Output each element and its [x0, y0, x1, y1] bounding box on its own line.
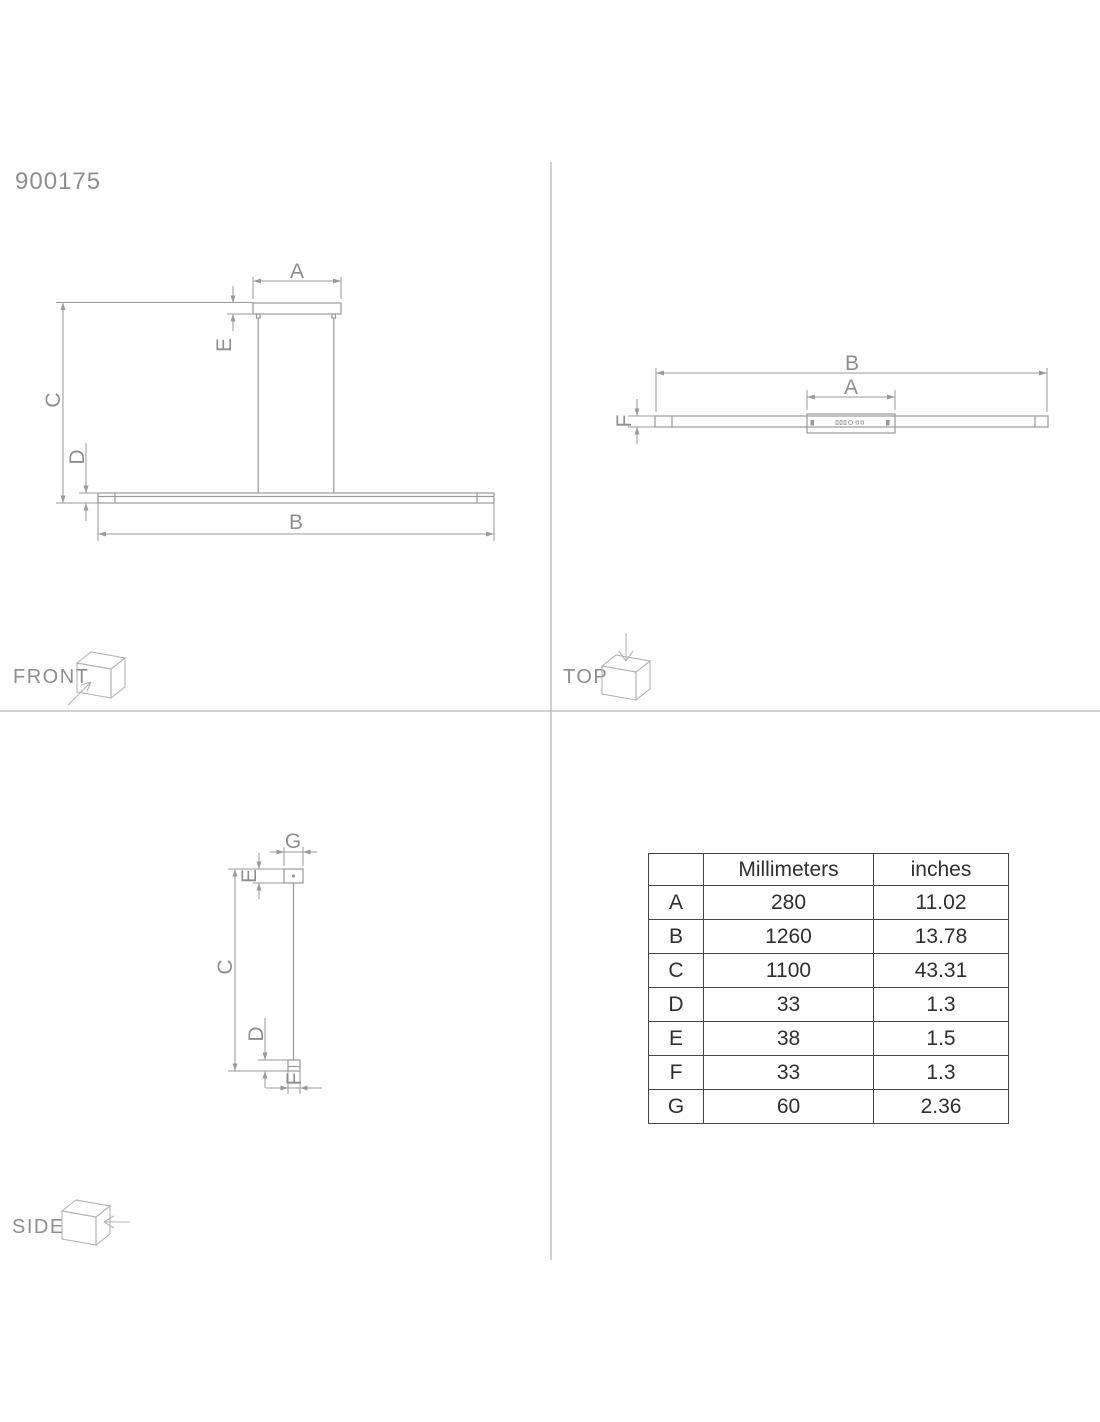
side-view-drawing: [284, 869, 303, 1071]
table-header-inches: inches: [874, 854, 1009, 886]
table-cell-mm: 60: [704, 1090, 874, 1124]
table-cell-dim: E: [649, 1022, 704, 1056]
table-cell-in: 1.3: [874, 988, 1009, 1022]
table-cell-dim: G: [649, 1090, 704, 1124]
table-header-row: [649, 854, 1009, 886]
table-cell-in: 13.78: [874, 920, 1009, 954]
table-cell-dim: F: [649, 1056, 704, 1090]
table-cell-in: 11.02: [874, 886, 1009, 920]
side-dim-f-label: F: [283, 1072, 306, 1086]
table-cell-in: 1.5: [874, 1022, 1009, 1056]
front-dim-a-label: A: [289, 260, 305, 283]
top-dim-a-label: A: [843, 376, 859, 399]
table-header-dim: [649, 854, 704, 886]
table-row: [649, 954, 1009, 988]
side-dim-g-label: G: [284, 830, 302, 853]
front-dim-b-label: B: [288, 511, 304, 534]
table-cell-mm: 33: [704, 1056, 874, 1090]
table-row: [649, 920, 1009, 954]
table-row: [649, 1090, 1009, 1124]
top-dim-b-label: B: [844, 352, 860, 375]
table-row: [649, 1022, 1009, 1056]
front-view-dimensions: [56, 277, 494, 541]
side-view-caption: SIDE: [12, 1216, 65, 1238]
top-view-caption: TOP: [563, 666, 609, 688]
side-view-dim-labels: [214, 830, 306, 1085]
table-cell-dim: B: [649, 920, 704, 954]
front-view-cube-icon: [68, 652, 125, 705]
table-cell-in: 43.31: [874, 954, 1009, 988]
top-view-drawing: [655, 414, 1048, 433]
table-cell-in: 2.36: [874, 1090, 1009, 1124]
table-cell-mm: 1100: [704, 954, 874, 988]
table-row: [649, 988, 1009, 1022]
front-view-caption: FRONT: [13, 666, 90, 688]
table-cell-mm: 33: [704, 988, 874, 1022]
table-cell-dim: C: [649, 954, 704, 988]
table-cell-dim: A: [649, 886, 704, 920]
table-cell-dim: D: [649, 988, 704, 1022]
front-dim-e-label: E: [213, 337, 236, 353]
table-header-millimeters: Millimeters: [704, 854, 874, 886]
table-row: [649, 1056, 1009, 1090]
table-row: [649, 886, 1009, 920]
top-view-cube-icon: [602, 633, 650, 700]
front-view-drawing: [98, 303, 494, 503]
top-dim-f-label: F: [613, 414, 636, 428]
table-cell-mm: 280: [704, 886, 874, 920]
table-cell-in: 1.3: [874, 1056, 1009, 1090]
table-cell-mm: 1260: [704, 920, 874, 954]
side-dim-c-label: C: [214, 959, 237, 975]
side-view-cube-icon: [62, 1200, 130, 1245]
table-cell-mm: 38: [704, 1022, 874, 1056]
front-dim-d-label: D: [66, 449, 89, 465]
product-code: 900175: [15, 168, 102, 195]
side-dim-e-label: E: [238, 868, 261, 884]
dimensions-table: [648, 853, 1009, 1124]
front-dim-c-label: C: [42, 392, 65, 408]
side-view-dimensions: [228, 847, 322, 1094]
side-dim-d-label: D: [245, 1026, 268, 1042]
